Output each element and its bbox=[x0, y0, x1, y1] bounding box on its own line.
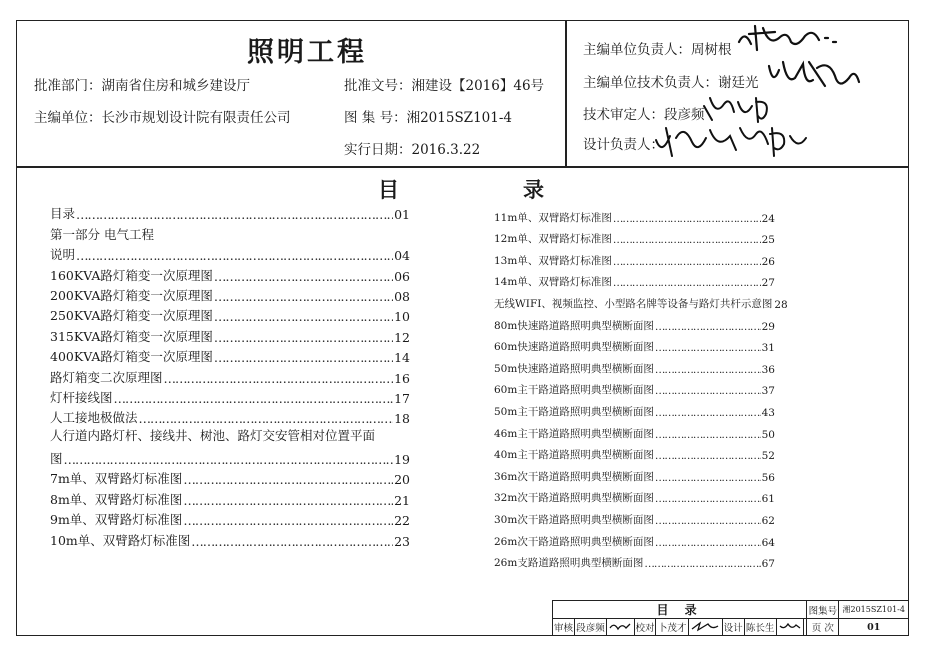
toc-entry bbox=[494, 397, 775, 419]
toc-entry bbox=[494, 203, 775, 225]
toc-entry-title: 第一部分 电气工程 bbox=[50, 226, 154, 242]
review-label: 审核 bbox=[553, 619, 575, 636]
toc-entry bbox=[494, 311, 775, 333]
toc-leader-dots bbox=[114, 391, 394, 406]
toc-leader-dots bbox=[183, 493, 393, 508]
toc-entry-page: 04 bbox=[394, 248, 410, 264]
toc-entry-page: 37 bbox=[761, 385, 775, 398]
toc-entry-title: 50m快速路道路照明典型横断面图 bbox=[494, 362, 654, 375]
toc-entry-title: 14m单、双臂路灯标准图 bbox=[494, 276, 612, 289]
toc-entry-title: 36m次干路道路照明典型横断面图 bbox=[494, 470, 654, 483]
toc-entry-title: 32m次干路道路照明典型横断面图 bbox=[494, 492, 654, 505]
toc-leader-dots bbox=[183, 472, 393, 487]
header-divider bbox=[565, 20, 567, 167]
toc-entry-page: 14 bbox=[394, 350, 410, 366]
signature-tech bbox=[765, 56, 865, 96]
toc-leader-dots bbox=[655, 472, 761, 484]
toc-entry-page: 19 bbox=[394, 452, 410, 468]
toc-leader-dots bbox=[139, 411, 394, 426]
toc-leader-dots bbox=[613, 256, 761, 268]
signature-head bbox=[735, 20, 855, 56]
toc-entry-title: 26m次干路道路照明典型横断面图 bbox=[494, 535, 654, 548]
toc-entry-page: 61 bbox=[761, 493, 775, 506]
responsible-head: 主编单位负责人：周树根 bbox=[583, 42, 732, 58]
toc-entry bbox=[494, 225, 775, 247]
toc-entry-title: 160KVA路灯箱变一次原理图 bbox=[50, 267, 213, 283]
toc-entry-title: 路灯箱变二次原理图 bbox=[50, 369, 163, 385]
toc-leader-dots bbox=[655, 537, 761, 549]
design-name: 陈长生 bbox=[744, 619, 776, 636]
toc-entry bbox=[50, 304, 410, 324]
toc-entry bbox=[494, 441, 775, 463]
review-signature bbox=[607, 619, 634, 636]
design-label: 设计 bbox=[722, 619, 744, 636]
toc-leader-dots bbox=[183, 513, 393, 528]
toc-entry-wrapped: 人行道内路灯杆、接线井、树池、路灯交安管相对位置平面 bbox=[50, 428, 376, 444]
toc-leader-dots bbox=[655, 515, 761, 527]
toc-entry bbox=[50, 284, 410, 304]
toc-entry-title: 9m单、双臂路灯标准图 bbox=[50, 512, 183, 528]
toc-entry-page: 08 bbox=[394, 288, 410, 304]
approval-doc: 批准文号：湘建设【2016】46号 bbox=[344, 78, 545, 94]
toc-entry-page: 18 bbox=[394, 411, 410, 427]
toc-entry bbox=[494, 289, 788, 311]
toc-leader-dots bbox=[76, 248, 393, 263]
toc-leader-dots bbox=[214, 289, 393, 304]
toc-heading-right: 录 bbox=[523, 178, 544, 202]
toc-leader-dots bbox=[214, 350, 393, 365]
toc-entry-title: 80m快速路道路照明典型横断面图 bbox=[494, 319, 654, 332]
toc-leader-dots bbox=[655, 493, 761, 505]
header-bottom-rule bbox=[16, 166, 909, 168]
toc-entry-title: 46m主干路道路照明典型横断面图 bbox=[494, 427, 654, 440]
toc-leader-dots bbox=[214, 269, 393, 284]
toc-entry-title: 8m单、双臂路灯标准图 bbox=[50, 491, 183, 507]
toc-entry bbox=[494, 333, 775, 355]
toc-entry-title: 250KVA路灯箱变一次原理图 bbox=[50, 308, 213, 324]
toc-leader-dots bbox=[655, 385, 761, 397]
design-lead: 设计负责人： bbox=[583, 137, 664, 153]
toc-entry-page: 36 bbox=[761, 363, 775, 376]
atlas-value: 湘2015SZ101-4 bbox=[839, 601, 909, 619]
toc-entry-title: 目录 bbox=[50, 206, 76, 222]
toc-entry-title: 40m主干路道路照明典型横断面图 bbox=[494, 449, 654, 462]
toc-entry bbox=[50, 345, 410, 365]
toc-entry-page: 20 bbox=[394, 472, 410, 488]
toc-entry-title: 11m单、双臂路灯标准图 bbox=[494, 211, 612, 224]
toc-entry-page: 27 bbox=[761, 277, 775, 290]
check-label: 校对 bbox=[634, 619, 656, 636]
toc-entry bbox=[494, 376, 775, 398]
toc-leader-dots bbox=[655, 407, 761, 419]
toc-entry bbox=[50, 467, 410, 487]
toc-entry bbox=[50, 324, 410, 344]
toc-entry-page: 26 bbox=[761, 255, 775, 268]
toc-entry-page: 67 bbox=[761, 558, 775, 571]
toc-entry-title: 人工接地极做法 bbox=[50, 410, 138, 426]
check-name: 卜茂才 bbox=[656, 619, 688, 636]
drawing-name: 目 录 bbox=[553, 601, 807, 619]
toc-entry-title: 26m支路道路照明典型横断面图 bbox=[494, 557, 644, 570]
toc-entry-title: 50m主干路道路照明典型横断面图 bbox=[494, 405, 654, 418]
toc-entry-page: 31 bbox=[761, 342, 775, 355]
toc-entry bbox=[50, 487, 410, 507]
toc-entry-page: 52 bbox=[761, 450, 775, 463]
toc-entry-page: 10 bbox=[394, 309, 410, 325]
toc-leader-dots bbox=[655, 321, 761, 333]
responsible-tech: 主编单位技术负责人：谢廷光 bbox=[583, 75, 759, 91]
toc-entry bbox=[494, 462, 775, 484]
toc-entry bbox=[50, 222, 410, 242]
toc-entry bbox=[50, 365, 410, 385]
toc-entry-title: 说明 bbox=[50, 247, 76, 263]
toc-left-column bbox=[50, 202, 410, 549]
toc-entry-title: 400KVA路灯箱变一次原理图 bbox=[50, 349, 213, 365]
toc-leader-dots bbox=[613, 213, 761, 225]
toc-leader-dots bbox=[214, 309, 393, 324]
toc-entry bbox=[494, 268, 775, 290]
page-label: 页 次 bbox=[807, 619, 839, 636]
toc-entry-page: 62 bbox=[761, 514, 775, 527]
toc-entry-title: 200KVA路灯箱变一次原理图 bbox=[50, 287, 213, 303]
toc-entry bbox=[50, 202, 410, 222]
toc-entry-page: 17 bbox=[394, 390, 410, 406]
toc-entry bbox=[494, 549, 775, 571]
toc-entry-title: 10m单、双臂路灯标准图 bbox=[50, 532, 191, 548]
toc-entry bbox=[494, 246, 775, 268]
editor-unit: 主编单位：长沙市规划设计院有限责任公司 bbox=[34, 110, 291, 126]
toc-entry-title: 12m单、双臂路灯标准图 bbox=[494, 233, 612, 246]
design-signature bbox=[776, 619, 803, 636]
toc-entry-page: 29 bbox=[761, 320, 775, 333]
toc-entry-page: 01 bbox=[394, 207, 410, 223]
toc-entry bbox=[50, 406, 410, 426]
toc-entry bbox=[50, 528, 410, 548]
toc-entry bbox=[494, 354, 775, 376]
toc-entry bbox=[50, 508, 410, 528]
toc-entry bbox=[494, 484, 775, 506]
page-value: 01 bbox=[839, 619, 909, 636]
toc-leader-dots bbox=[655, 342, 761, 354]
toc-entry-title: 图 bbox=[50, 451, 63, 467]
toc-entry-page: 06 bbox=[394, 268, 410, 284]
implementation-date: 实行日期：2016.3.22 bbox=[344, 142, 481, 158]
toc-entry-title: 60m快速路道路照明典型横断面图 bbox=[494, 341, 654, 354]
toc-leader-dots bbox=[191, 534, 393, 549]
toc-entry-page: 50 bbox=[761, 428, 775, 441]
toc-leader-dots bbox=[613, 234, 761, 246]
toc-entry-title: 30m次干路道路照明典型横断面图 bbox=[494, 513, 654, 526]
toc-entry-title: 315KVA路灯箱变一次原理图 bbox=[50, 328, 213, 344]
toc-leader-dots bbox=[64, 452, 394, 467]
toc-entry-page: 24 bbox=[761, 212, 775, 225]
toc-leader-dots bbox=[164, 371, 394, 386]
toc-entry bbox=[50, 243, 410, 263]
toc-entry bbox=[494, 505, 775, 527]
toc-entry bbox=[50, 386, 410, 406]
toc-entry-page: 56 bbox=[761, 471, 775, 484]
check-signature bbox=[688, 619, 722, 636]
toc-entry-page: 43 bbox=[761, 406, 775, 419]
toc-entry-title: 灯杆接线图 bbox=[50, 389, 113, 405]
toc-entry bbox=[50, 447, 410, 467]
toc-leader-dots bbox=[655, 364, 761, 376]
toc-leader-dots bbox=[214, 330, 393, 345]
toc-leader-dots bbox=[76, 207, 393, 222]
toc-entry-title: 60m主干路道路照明典型横断面图 bbox=[494, 384, 654, 397]
toc-entry bbox=[494, 419, 775, 441]
toc-entry bbox=[50, 263, 410, 283]
toc-heading-left: 目 bbox=[378, 178, 399, 202]
toc-leader-dots bbox=[613, 277, 761, 289]
toc-entry-page: 28 bbox=[774, 298, 788, 311]
toc-leader-dots bbox=[644, 558, 760, 570]
toc-entry-title: 7m单、双臂路灯标准图 bbox=[50, 471, 183, 487]
toc-entry-page: 12 bbox=[394, 329, 410, 345]
atlas-label: 图集号 bbox=[807, 601, 839, 619]
toc-leader-dots bbox=[655, 429, 761, 441]
approval-dept: 批准部门：湖南省住房和城乡建设厅 bbox=[34, 78, 250, 94]
atlas-number: 图 集 号：湘2015SZ101-4 bbox=[344, 110, 512, 126]
toc-entry-page: 23 bbox=[394, 533, 410, 549]
toc-entry bbox=[494, 527, 775, 549]
signature-designer bbox=[652, 120, 812, 164]
toc-entry-page: 16 bbox=[394, 370, 410, 386]
page-title: 照明工程 bbox=[247, 37, 367, 68]
toc-leader-dots bbox=[655, 450, 761, 462]
toc-entry-page: 22 bbox=[394, 513, 410, 529]
title-block bbox=[552, 600, 909, 636]
technical-reviewer: 技术审定人：段彦频 bbox=[583, 107, 705, 123]
toc-entry-title: 13m单、双臂路灯标准图 bbox=[494, 254, 612, 267]
toc-entry-title: 无线WIFI、视频监控、小型路名牌等设备与路灯共杆示意图 bbox=[494, 297, 773, 310]
toc-right-column bbox=[494, 203, 788, 571]
review-name: 段彦频 bbox=[574, 619, 606, 636]
toc-entry-page: 21 bbox=[394, 492, 410, 508]
toc-entry-page: 25 bbox=[761, 234, 775, 247]
toc-entry-page: 64 bbox=[761, 536, 775, 549]
